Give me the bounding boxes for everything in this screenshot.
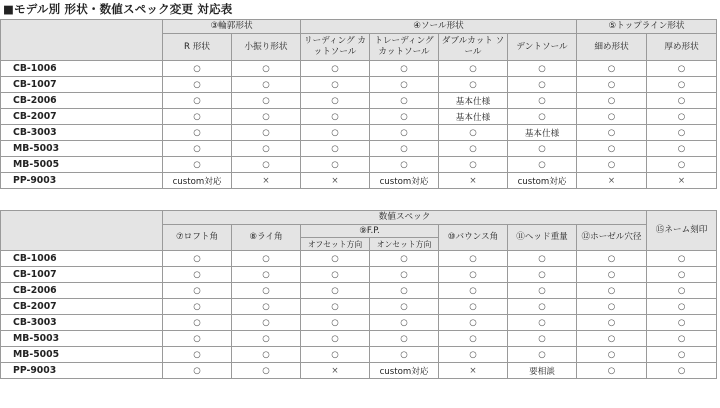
spec-cell: ○ — [508, 283, 577, 299]
spec-cell: ○ — [163, 315, 232, 331]
spec-cell: ○ — [232, 283, 301, 299]
spec-cell: ○ — [163, 125, 232, 141]
spec-cell: ○ — [301, 125, 370, 141]
spec-cell: ○ — [232, 77, 301, 93]
spec-cell: ○ — [301, 157, 370, 173]
table-row — [1, 251, 717, 267]
spec-cell: ○ — [508, 93, 577, 109]
spec-cell: ○ — [577, 347, 647, 363]
spec-cell: ○ — [163, 141, 232, 157]
spec-cell: ○ — [439, 283, 508, 299]
spec-cell: ○ — [439, 77, 508, 93]
model-name-cell: MB-5003 — [1, 331, 163, 347]
spec-cell: custom対応 — [370, 173, 439, 189]
spec-cell: ○ — [163, 93, 232, 109]
table-row — [1, 125, 717, 141]
spec-cell: × — [439, 173, 508, 189]
column-header-hosel: ⑫ホーゼル穴径 — [577, 225, 647, 251]
model-name-cell: CB-3003 — [1, 315, 163, 331]
spec-cell: ○ — [232, 157, 301, 173]
spec-cell: ○ — [163, 61, 232, 77]
spec-cell: ○ — [163, 363, 232, 379]
model-name-cell: PP-9003 — [1, 363, 163, 379]
spec-cell: × — [301, 173, 370, 189]
model-name-cell: CB-2006 — [1, 93, 163, 109]
spec-cell: ○ — [647, 125, 717, 141]
spec-cell: ○ — [508, 141, 577, 157]
spec-cell: ○ — [577, 157, 647, 173]
spec-cell: ○ — [508, 251, 577, 267]
spec-cell: ○ — [301, 109, 370, 125]
spec-cell: ○ — [370, 61, 439, 77]
model-name-cell: CB-1006 — [1, 251, 163, 267]
spec-cell: ○ — [577, 93, 647, 109]
spec-cell: ○ — [647, 331, 717, 347]
spec-cell: ○ — [439, 251, 508, 267]
numeric-table-body — [1, 251, 717, 379]
shape-table-body — [1, 61, 717, 189]
spec-cell: ○ — [232, 331, 301, 347]
spec-cell: ○ — [370, 283, 439, 299]
spec-cell: ○ — [577, 331, 647, 347]
spec-cell: ○ — [370, 93, 439, 109]
spec-cell: × — [439, 363, 508, 379]
spec-cell: ○ — [370, 315, 439, 331]
table-row — [1, 61, 717, 77]
spec-cell: ○ — [163, 267, 232, 283]
spec-cell: ○ — [647, 315, 717, 331]
table-row — [1, 267, 717, 283]
spec-cell: ○ — [647, 157, 717, 173]
numeric-spec-table — [0, 210, 717, 379]
spec-cell: ○ — [439, 61, 508, 77]
column-header: 厚め形状 — [647, 34, 717, 61]
spec-cell: ○ — [301, 331, 370, 347]
table-row — [1, 109, 717, 125]
spec-cell: × — [577, 173, 647, 189]
column-header: ダブルカット ソール — [439, 34, 508, 61]
spec-cell: ○ — [232, 299, 301, 315]
spec-cell: ○ — [163, 299, 232, 315]
spec-cell: ○ — [577, 363, 647, 379]
model-name-cell: CB-1006 — [1, 61, 163, 77]
spec-cell: ○ — [301, 61, 370, 77]
group-header-fp: ⑨F.P. — [301, 225, 439, 238]
spec-cell: × — [232, 173, 301, 189]
group-header-numeric: 数値スペック — [163, 211, 647, 225]
spec-cell: ○ — [232, 141, 301, 157]
spec-cell: ○ — [163, 157, 232, 173]
group-header-outline: ③輪郭形状 — [163, 20, 301, 34]
spec-cell: ○ — [370, 77, 439, 93]
column-header-name-engraving: ⑮ネーム刻印 — [647, 211, 717, 251]
model-header-cell — [1, 20, 163, 61]
spec-cell: ○ — [370, 109, 439, 125]
model-name-cell: MB-5005 — [1, 157, 163, 173]
spec-cell: ○ — [163, 347, 232, 363]
spec-cell: × — [647, 173, 717, 189]
spec-cell: ○ — [370, 347, 439, 363]
spec-cell: ○ — [577, 299, 647, 315]
spec-cell: ○ — [647, 251, 717, 267]
spec-cell: ○ — [577, 125, 647, 141]
spec-cell: ○ — [577, 315, 647, 331]
spec-cell: ○ — [232, 125, 301, 141]
spec-cell: ○ — [301, 347, 370, 363]
spec-cell: ○ — [508, 315, 577, 331]
table-row — [1, 283, 717, 299]
spec-cell: ○ — [577, 141, 647, 157]
spec-cell: ○ — [163, 77, 232, 93]
column-header-onset: オンセット方向 — [370, 238, 439, 251]
table-row — [1, 315, 717, 331]
spec-cell: ○ — [647, 93, 717, 109]
spec-cell: ○ — [647, 109, 717, 125]
spec-cell: ○ — [232, 251, 301, 267]
spec-cell: ○ — [647, 363, 717, 379]
spec-cell: ○ — [439, 331, 508, 347]
spec-cell: ○ — [439, 299, 508, 315]
model-name-cell: MB-5005 — [1, 347, 163, 363]
spec-cell: ○ — [647, 141, 717, 157]
spec-cell: ○ — [301, 93, 370, 109]
spec-cell: ○ — [439, 347, 508, 363]
spec-cell: ○ — [370, 157, 439, 173]
column-header: 小振り形状 — [232, 34, 301, 61]
spec-cell: ○ — [439, 141, 508, 157]
spec-cell: custom対応 — [508, 173, 577, 189]
spec-cell: ○ — [508, 157, 577, 173]
spec-cell: ○ — [647, 299, 717, 315]
column-header: トレーディング カットソール — [370, 34, 439, 61]
spec-cell: ○ — [163, 283, 232, 299]
spec-cell: ○ — [577, 77, 647, 93]
spec-cell: ○ — [508, 61, 577, 77]
spec-cell: ○ — [370, 331, 439, 347]
model-name-cell: CB-2007 — [1, 299, 163, 315]
spec-cell: ○ — [232, 61, 301, 77]
spec-cell: ○ — [577, 251, 647, 267]
column-header-offset: オフセット方向 — [301, 238, 370, 251]
spec-cell: ○ — [370, 299, 439, 315]
spec-cell: ○ — [439, 157, 508, 173]
column-header-head-weight: ⑪ヘッド重量 — [508, 225, 577, 251]
spec-cell: custom対応 — [163, 173, 232, 189]
model-name-cell: MB-5003 — [1, 141, 163, 157]
spec-cell: ○ — [232, 315, 301, 331]
spec-cell: ○ — [370, 267, 439, 283]
group-header-sole: ④ソール形状 — [301, 20, 577, 34]
spec-cell: ○ — [301, 141, 370, 157]
spec-cell: ○ — [647, 347, 717, 363]
spec-cell: 基本仕様 — [508, 125, 577, 141]
spec-cell: ○ — [163, 251, 232, 267]
spec-cell: ○ — [577, 267, 647, 283]
model-name-cell: CB-3003 — [1, 125, 163, 141]
spec-cell: ○ — [301, 77, 370, 93]
table-row — [1, 157, 717, 173]
spec-cell: ○ — [508, 109, 577, 125]
column-header: R 形状 — [163, 34, 232, 61]
model-name-cell: CB-1007 — [1, 267, 163, 283]
model-name-cell: PP-9003 — [1, 173, 163, 189]
spec-cell: ○ — [163, 109, 232, 125]
spec-cell: ○ — [439, 125, 508, 141]
spec-cell: ○ — [232, 93, 301, 109]
spec-cell: × — [301, 363, 370, 379]
table-row — [1, 93, 717, 109]
table-row — [1, 77, 717, 93]
model-name-cell: CB-2006 — [1, 283, 163, 299]
model-name-cell: CB-2007 — [1, 109, 163, 125]
spec-cell: ○ — [577, 61, 647, 77]
shape-spec-table — [0, 19, 717, 189]
model-name-cell: CB-1007 — [1, 77, 163, 93]
column-header: リーディング カットソール — [301, 34, 370, 61]
table-row — [1, 173, 717, 189]
spec-cell: ○ — [508, 347, 577, 363]
column-header: デントソール — [508, 34, 577, 61]
spec-cell: ○ — [370, 125, 439, 141]
model-header-cell — [1, 211, 163, 251]
spec-cell: 要相談 — [508, 363, 577, 379]
column-header-bounce: ⑩バウンス角 — [439, 225, 508, 251]
spec-cell: ○ — [232, 347, 301, 363]
table-row — [1, 141, 717, 157]
spec-cell: ○ — [301, 299, 370, 315]
table-row — [1, 299, 717, 315]
spec-cell: 基本仕様 — [439, 93, 508, 109]
table-row — [1, 331, 717, 347]
column-header-loft: ⑦ロフト角 — [163, 225, 232, 251]
spec-cell: ○ — [508, 77, 577, 93]
spec-cell: ○ — [163, 331, 232, 347]
spec-cell: ○ — [301, 251, 370, 267]
spec-cell: ○ — [577, 109, 647, 125]
spec-cell: ○ — [577, 283, 647, 299]
spec-cell: ○ — [647, 77, 717, 93]
spec-cell: ○ — [647, 283, 717, 299]
spec-cell: ○ — [647, 61, 717, 77]
spec-cell: ○ — [301, 283, 370, 299]
spec-cell: ○ — [439, 315, 508, 331]
spec-cell: ○ — [301, 267, 370, 283]
spec-cell: ○ — [232, 363, 301, 379]
group-header-topline: ⑤トップライン形状 — [577, 20, 717, 34]
spec-cell: ○ — [370, 141, 439, 157]
spec-cell: ○ — [508, 299, 577, 315]
spec-cell: ○ — [508, 267, 577, 283]
column-header-lie: ⑧ライ角 — [232, 225, 301, 251]
spec-cell: ○ — [301, 315, 370, 331]
spec-cell: ○ — [370, 251, 439, 267]
table-row — [1, 363, 717, 379]
spec-cell: custom対応 — [370, 363, 439, 379]
spec-cell: ○ — [232, 109, 301, 125]
column-header: 細め形状 — [577, 34, 647, 61]
spec-cell: 基本仕様 — [439, 109, 508, 125]
spec-cell: ○ — [647, 267, 717, 283]
spec-cell: ○ — [439, 267, 508, 283]
page-title: ■モデル別 形状・数値スペック変更 対応表 — [3, 2, 233, 16]
spec-cell: ○ — [508, 331, 577, 347]
spec-cell: ○ — [232, 267, 301, 283]
table-row — [1, 347, 717, 363]
